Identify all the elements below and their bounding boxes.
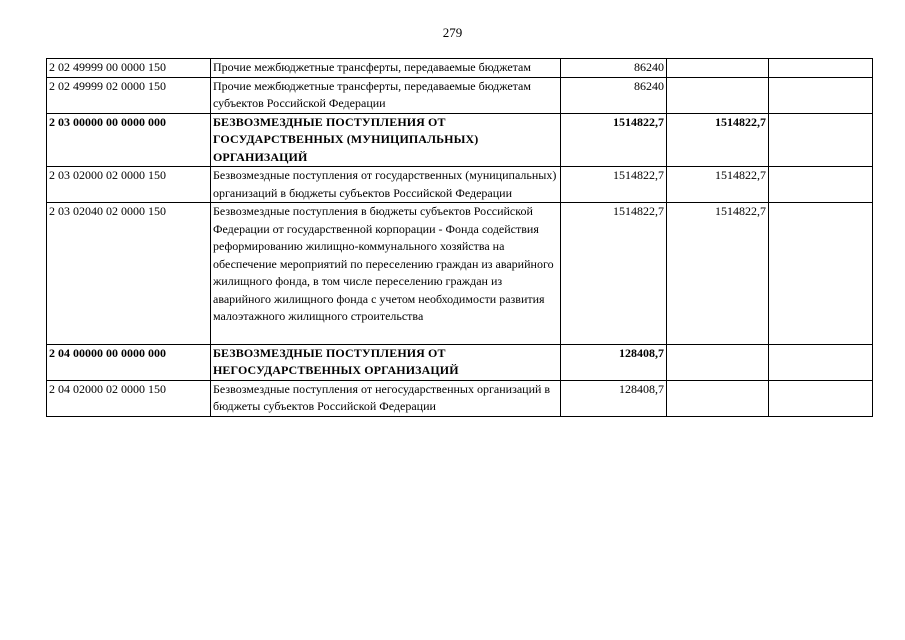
- table-row: [47, 77, 873, 113]
- amount-col-1: 1514822,7: [561, 167, 667, 203]
- item-name: Безвозмездные поступления от негосударственных организаций в бюджеты субъектов Российской Федерации: [211, 380, 561, 416]
- budget-code: 2 02 49999 00 0000 150: [47, 59, 211, 78]
- amount-col-1: 128408,7: [561, 380, 667, 416]
- budget-code: 2 04 02000 02 0000 150: [47, 380, 211, 416]
- amount-col-1: 86240: [561, 59, 667, 78]
- item-name: БЕЗВОЗМЕЗДНЫЕ ПОСТУПЛЕНИЯ ОТ ГОСУДАРСТВЕННЫХ (МУНИЦИПАЛЬНЫХ) ОРГАНИЗАЦИЙ: [211, 113, 561, 167]
- amount-col-2: [667, 77, 769, 113]
- amount-col-3: [769, 344, 873, 380]
- amount-col-2: [667, 59, 769, 78]
- page-number: 279: [442, 25, 463, 40]
- amount-col-3: [769, 59, 873, 78]
- budget-code: 2 03 00000 00 0000 000: [47, 113, 211, 167]
- amount-col-3: [769, 380, 873, 416]
- amount-col-3: [769, 203, 873, 345]
- table-row: [47, 167, 873, 203]
- amount-col-2: [667, 380, 769, 416]
- item-name: Безвозмездные поступления в бюджеты субъектов Российской Федерации от государственной корпорации - Фонда содействия реформированию жилищно-коммунального хозяйства на обеспечение мероприятий по переселению граждан из аварийного жилищного фонда, в том числе переселению граждан из аварийного жилищного фонда с учетом необходимости развития малоэтажного жилищного строительства: [211, 203, 561, 345]
- amount-col-1: 1514822,7: [561, 203, 667, 345]
- amount-col-1: 128408,7: [561, 344, 667, 380]
- budget-table: [46, 58, 873, 417]
- table-row-section: [47, 113, 873, 167]
- table-row: [47, 59, 873, 78]
- amount-col-2: 1514822,7: [667, 203, 769, 345]
- amount-col-2: [667, 344, 769, 380]
- amount-col-2: 1514822,7: [667, 113, 769, 167]
- item-name: Прочие межбюджетные трансферты, передаваемые бюджетам субъектов Российской Федерации: [211, 77, 561, 113]
- budget-code: 2 03 02040 02 0000 150: [47, 203, 211, 345]
- amount-col-3: [769, 167, 873, 203]
- item-name: БЕЗВОЗМЕЗДНЫЕ ПОСТУПЛЕНИЯ ОТ НЕГОСУДАРСТВЕННЫХ ОРГАНИЗАЦИЙ: [211, 344, 561, 380]
- table-row: [47, 203, 873, 345]
- amount-col-2: 1514822,7: [667, 167, 769, 203]
- budget-code: 2 04 00000 00 0000 000: [47, 344, 211, 380]
- budget-code: 2 02 49999 02 0000 150: [47, 77, 211, 113]
- item-name: Прочие межбюджетные трансферты, передаваемые бюджетам: [211, 59, 561, 78]
- amount-col-3: [769, 77, 873, 113]
- amount-col-1: 86240: [561, 77, 667, 113]
- budget-code: 2 03 02000 02 0000 150: [47, 167, 211, 203]
- table-row-section: [47, 344, 873, 380]
- table-row: [47, 380, 873, 416]
- amount-col-3: [769, 113, 873, 167]
- item-name: Безвозмездные поступления от государственных (муниципальных) организаций в бюджеты субъектов Российской Федерации: [211, 167, 561, 203]
- amount-col-1: 1514822,7: [561, 113, 667, 167]
